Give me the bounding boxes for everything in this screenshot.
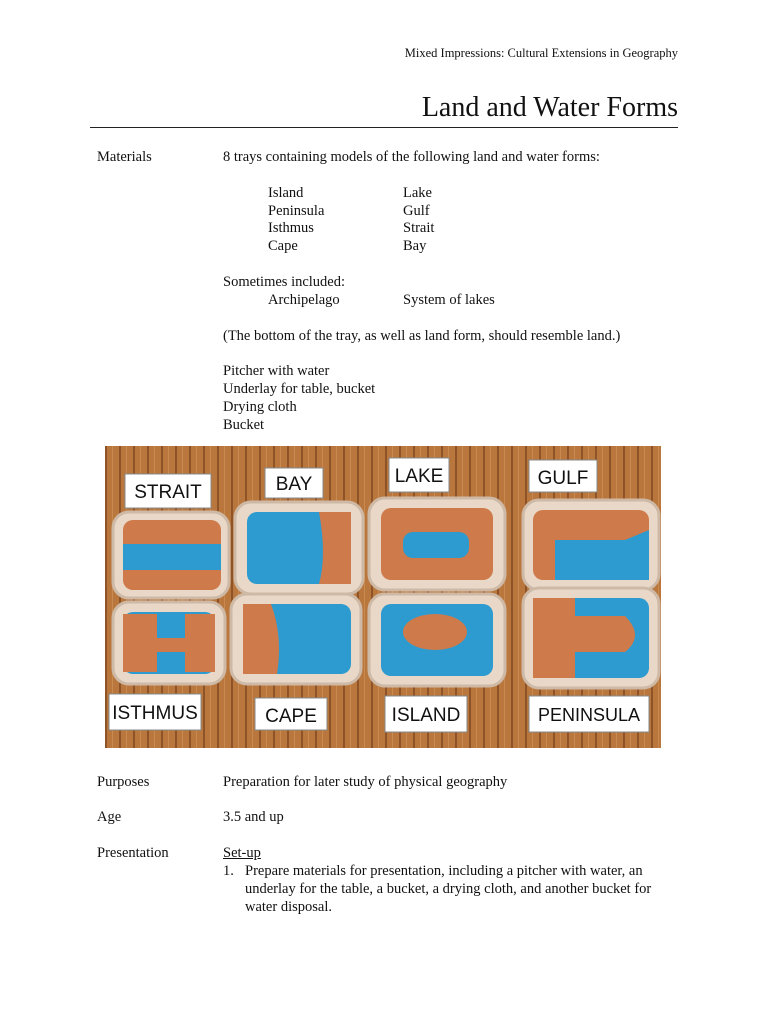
purposes-label: Purposes bbox=[97, 774, 150, 790]
step-number: 1. bbox=[223, 863, 234, 879]
step-item bbox=[223, 862, 653, 916]
landform-item: Isthmus bbox=[268, 220, 314, 236]
landforms-photo bbox=[105, 446, 661, 748]
supply-item: Pitcher with water bbox=[223, 363, 330, 379]
tray-strait bbox=[113, 512, 229, 598]
purposes-text: Preparation for later study of physical geography bbox=[223, 774, 508, 790]
tray-island bbox=[369, 594, 505, 686]
tray-label: LAKE bbox=[394, 466, 444, 487]
landform-item: Cape bbox=[268, 238, 298, 254]
supply-item: Drying cloth bbox=[223, 399, 297, 415]
age-label: Age bbox=[97, 809, 122, 825]
landform-item: Peninsula bbox=[268, 203, 325, 219]
materials-intro: 8 trays containing models of the following land and water forms: bbox=[223, 149, 600, 165]
tray-label: STRAIT bbox=[134, 482, 202, 503]
optional-item: System of lakes bbox=[403, 292, 495, 308]
setup-subheading: Set-up bbox=[223, 845, 261, 861]
label-card-bay bbox=[265, 468, 323, 498]
waterform-item: Lake bbox=[403, 185, 432, 201]
tray-label: CAPE bbox=[265, 706, 317, 727]
running-header: Mixed Impressions: Cultural Extensions in Geography bbox=[404, 46, 678, 60]
age-text: 3.5 and up bbox=[223, 809, 284, 825]
label-card-strait bbox=[125, 474, 211, 508]
setup-steps bbox=[223, 862, 653, 916]
tray-isthmus bbox=[113, 602, 225, 684]
tray-bay bbox=[235, 502, 363, 594]
tray-label: ISLAND bbox=[391, 705, 461, 726]
label-card-peninsula bbox=[529, 696, 649, 732]
title-rule bbox=[90, 127, 678, 128]
tray-peninsula bbox=[523, 588, 659, 688]
tray-cape bbox=[231, 594, 361, 684]
materials-label: Materials bbox=[97, 149, 152, 165]
tray-label: GULF bbox=[537, 468, 589, 489]
presentation-label: Presentation bbox=[97, 845, 169, 861]
label-card-lake bbox=[389, 458, 449, 492]
materials-note: (The bottom of the tray, as well as land form, should resemble land.) bbox=[223, 328, 621, 344]
waterform-item: Bay bbox=[403, 238, 427, 254]
page-title: Land and Water Forms bbox=[421, 92, 678, 123]
landform-item: Island bbox=[268, 185, 304, 201]
label-card-island bbox=[385, 696, 467, 732]
tray-lake bbox=[369, 498, 505, 590]
waterform-item: Strait bbox=[403, 220, 435, 236]
optional-item: Archipelago bbox=[268, 292, 340, 308]
waterform-item: Gulf bbox=[403, 203, 430, 219]
tray-label: PENINSULA bbox=[537, 705, 641, 725]
supply-item: Bucket bbox=[223, 417, 265, 433]
step-text: Prepare materials for presentation, including a pitcher with water, an underlay for the table, a bucket, a drying cloth, and another bucket for water disposal. bbox=[245, 863, 652, 915]
label-card-gulf bbox=[529, 460, 597, 492]
label-card-cape bbox=[255, 698, 327, 730]
tray-label: ISTHMUS bbox=[112, 703, 198, 724]
tray-label: BAY bbox=[275, 474, 313, 495]
supply-item: Underlay for table, bucket bbox=[223, 381, 376, 397]
tray-gulf bbox=[523, 500, 659, 590]
sometimes-label: Sometimes included: bbox=[223, 274, 346, 290]
label-card-isthmus bbox=[109, 694, 201, 730]
